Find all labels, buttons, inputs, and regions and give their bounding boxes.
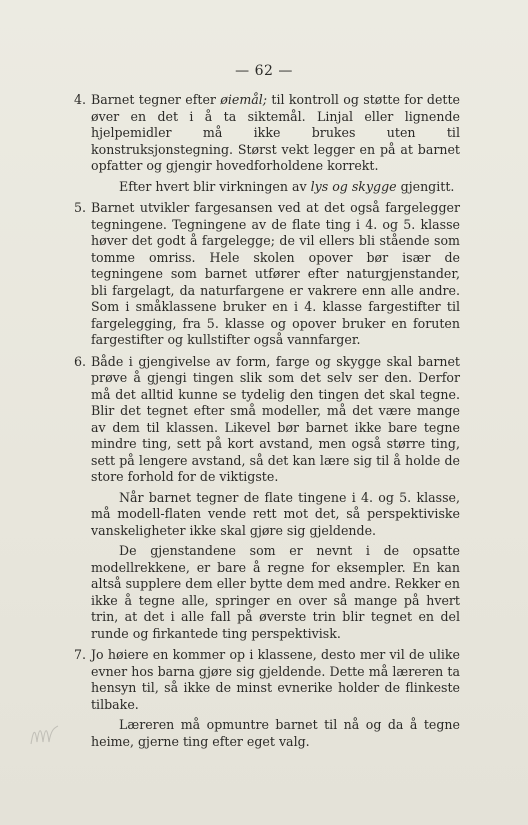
item-7 [60,647,460,750]
item-5-paragraph: Barnet utvikler fargesansen ved at det også fargelegger tegningene. Tegningene av de flate ting i 4. og 5. klasse høver det godt å fargelegge; de vil ellers bli stående som tomme omriss. Hele skolen opover bør især de tegningene som barnet utfører efter naturgjenstander, bli fargelagt, da naturfargene er vakrere enn alle andre. Som i småklassene bruker en i 4. klasse fargestifter til fargelegging, fra 5. klasse og opover bruker en foruten fargestifter og kullstifter også vannfarger. [91,200,460,347]
item-6 [60,354,460,643]
item-number: 7. [74,647,87,662]
item-4 [60,92,460,195]
item-number: 5. [74,200,87,215]
item-4-paragraph-1: Barnet tegner efter øiemål; til kontroll og støtte for dette øver en det i å ta siktemål. Linjal eller lignende hjelpemidler må ikke brukes uten til konstruksjonstegning. Størst vekt legger en på at barnet opfatter og gjengir hovedforholdene korrekt. [91,92,460,173]
item-4-paragraph-2: Efter hvert blir virkningen av lys og skygge gjengitt. [119,178,455,194]
page-number: — 62 — [235,63,293,79]
page-body [60,92,460,755]
item-6-paragraph-3: De gjenstandene som er nevnt i de opsatte modellrekkene, er bare å regne for eksempler. En kan altså supplere dem eller bytte dem med andre. Rekker en ikke å tegne alle, springer en over så mange på hvert trin, at det i alle fall på øverste trin blir tegnet en del runde og firkantede ting perspektivisk. [91,543,460,641]
item-number: 4. [74,92,87,107]
item-5 [60,200,460,349]
item-6-paragraph-2: Når barnet tegner de flate tingene i 4. og 5. klasse, må modell-flaten vende rett mot det, så perspektiviske vanskeligheter ikke skal gjøre sig gjeldende. [91,489,460,538]
item-6-paragraph-1: Både i gjengivelse av form, farge og skygge skal barnet prøve å gjengi tingen slik som det selv ser den. Derfor må det alltid kunne se tydelig den tingen det skal tegne. Blir det tegnet efter små modeller, må det være mange av dem til klassen. Likevel bør barnet ikke bare tegne mindre ting, sett på kort avstand, men også større ting, sett på lengere avstand, så det kan lære sig til å holde de store forhold for de viktigste. [91,353,460,484]
item-7-paragraph-1: Jo høiere en kommer op i klassene, desto mer vil de ulike evner hos barna gjøre sig gjeldende. Dette må læreren ta hensyn til, så ikke de minst evnerike holder de flinkeste tilbake. [91,647,460,712]
item-7-paragraph-2: Læreren må opmuntre barnet til nå og da å tegne heime, gjerne ting efter eget valg. [91,717,460,749]
item-number: 6. [74,353,87,369]
pencil-margin-mark [28,722,64,748]
